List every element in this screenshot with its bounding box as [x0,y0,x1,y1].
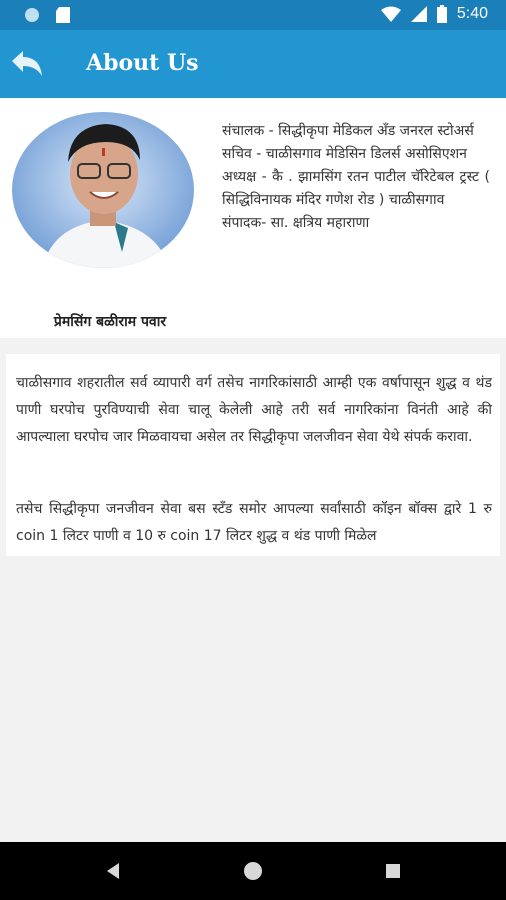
nav-back-button[interactable] [102,859,126,883]
person-name: प्रेमसिंग बळीराम पवार [53,314,167,330]
profile-info [222,120,490,235]
description-paragraph-1: चाळीसगाव शहरातील सर्व व्यापारी वर्ग तसेच नागरिकांसाठी आम्ही एक वर्षापासून शुद्ध व थंड पाणी घरपोच पुरविण्याची सेवा चालू केलेली आहे तरी सर्व नागरिकांना विनंती आहे की आपल्याला घरपोच जार मिळवायचा असेल तर सिद्धीकृपा जलजीवन सेवा येथे संपर्क करावा. [16,375,492,445]
info-line-director: संचालक - सिद्धीकृपा मेडिकल अँड जनरल स्टोअर्स [222,123,474,139]
info-line-editor: संपादक- सा. क्षत्रिय महाराणा [222,215,370,231]
back-arrow-icon [10,48,46,80]
status-left-icons [24,7,70,23]
page-title: About Us [86,50,199,76]
back-button[interactable] [10,48,46,80]
wifi-icon [381,6,401,22]
status-bar [0,0,506,30]
profile-card [0,98,506,338]
info-line-president: अध्यक्ष - कै . झामसिंग रतन पाटील चॅरिटेबल ट्रस्ट ( सिद्धिविनायक मंदिर गणेश रोड ) चाळीसगाव [222,169,490,208]
circle-icon [24,7,40,23]
nav-recents-button[interactable] [381,859,405,883]
main-content [0,98,506,842]
status-right-icons [381,5,488,23]
app-bar [0,30,506,98]
status-time: 5:40 [456,5,488,22]
back-triangle-icon [102,859,126,883]
avatar [12,112,194,268]
description-paragraph-2: तसेच सिद्धीकृपा जनजीवन सेवा बस स्टँड समोर आपल्या सर्वांसाठी कॉइन बॉक्स द्वारे 1 रु coin 1 लिटर पाणी व 10 रु coin 17 लिटर शुद्ध व थंड पाणी मिळेल [16,501,492,544]
signal-icon [411,6,427,22]
info-line-secretary: सचिव - चाळीसगाव मेडिसिन डिलर्स असोसिएशन [222,146,467,162]
person-photo [12,112,194,268]
home-circle-icon [241,859,265,883]
nav-home-button[interactable] [241,859,265,883]
battery-icon [437,5,447,23]
sd-card-icon [56,7,70,23]
navigation-bar [0,842,506,900]
recents-square-icon [381,859,405,883]
description-card [6,354,500,556]
